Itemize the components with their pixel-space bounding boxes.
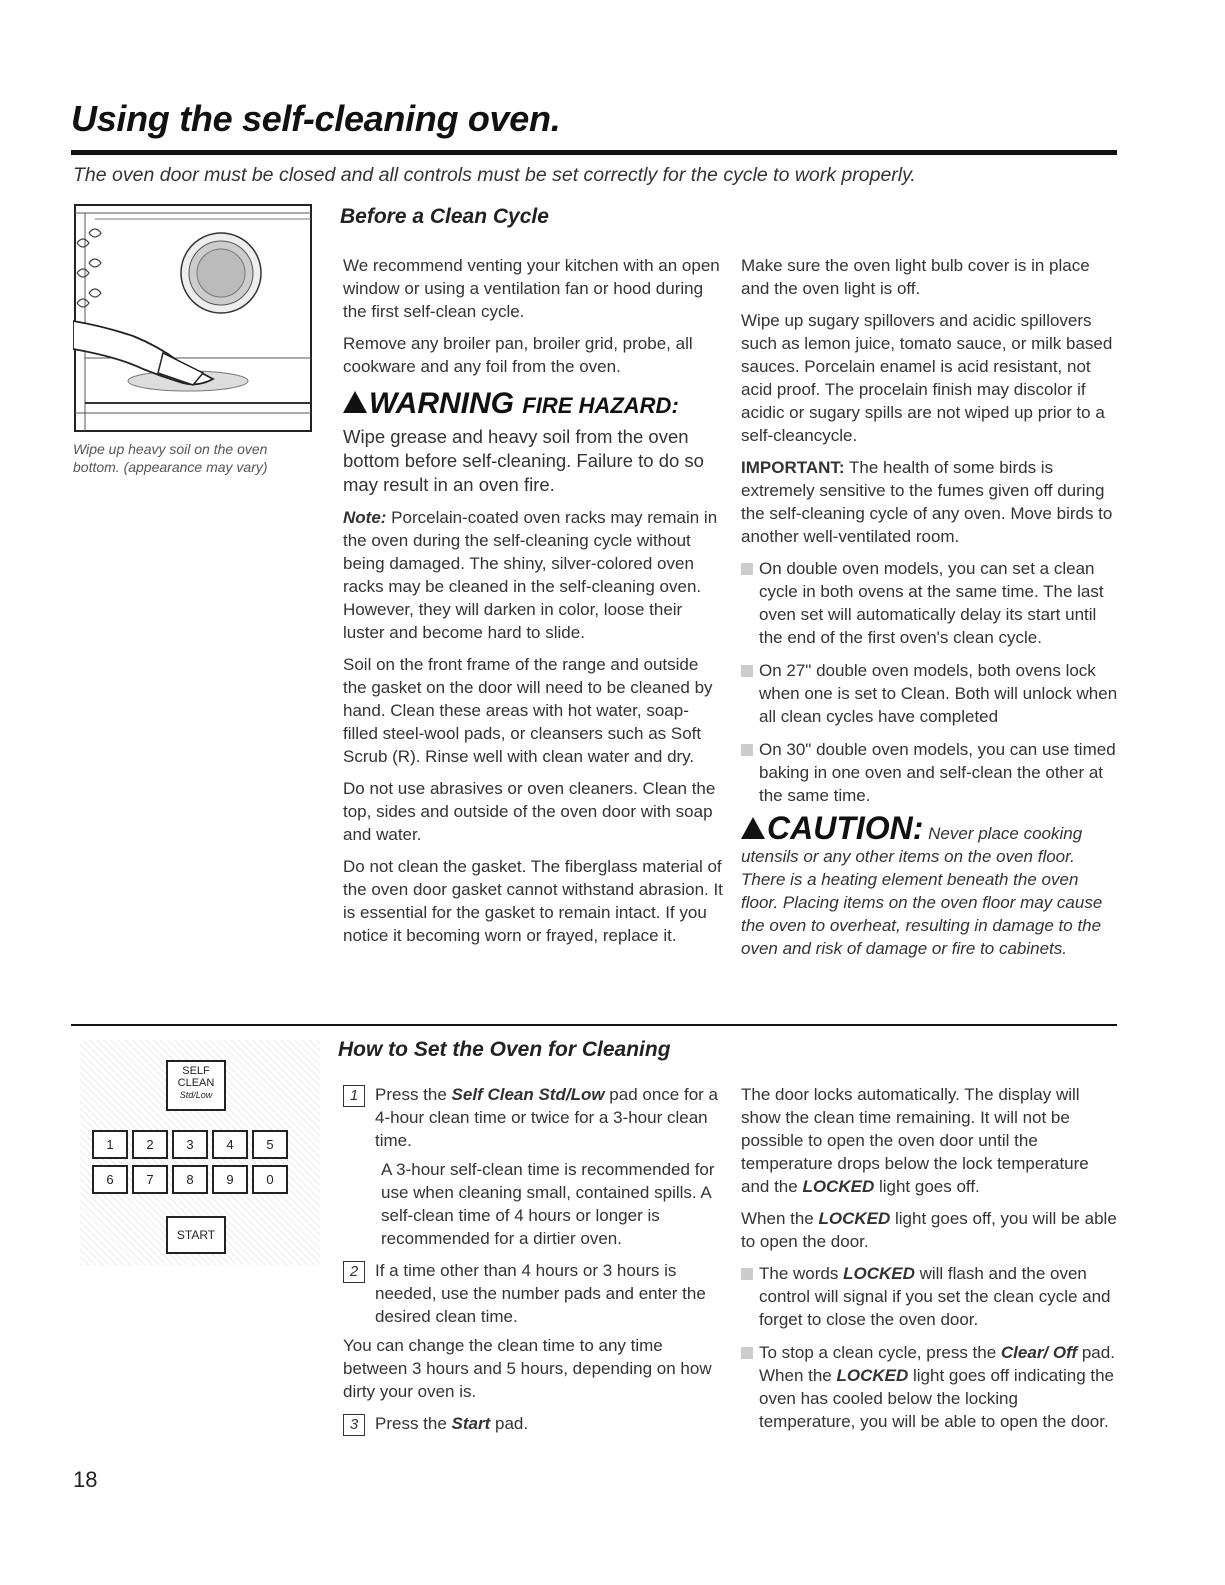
key-4: 4 (212, 1130, 248, 1159)
key-3: 3 (172, 1130, 208, 1159)
warning-heading: WARNING FIRE HAZARD: (343, 387, 723, 423)
warning-triangle-icon (343, 391, 367, 413)
step-2: 2 If a time other than 4 hours or 3 hours is needed, use the number pads and enter the desired clean time. (343, 1259, 723, 1328)
paragraph: Make sure the oven light bulb cover is in place and the oven light is off. (741, 256, 1090, 298)
self-clean-key: SELF CLEAN Std/Low (166, 1060, 226, 1111)
caution-block: CAUTION: Never place cooking utensils or any other items on the oven floor. There is a heating element beneath the oven floor. Placing items on the oven floor may cause the oven to overheat, resulting in damage to the oven and risk of damage or fire to cabinets. (741, 810, 1103, 958)
paragraph: When the LOCKED light goes off, you will be able to open the door. (741, 1209, 1117, 1251)
oven-wipe-illustration (73, 203, 313, 435)
paragraph: A 3-hour self-clean time is recommended for use when cleaning small, contained spills. A self-clean time of 4 hours or longer is recommended for a dirtier oven. (381, 1160, 715, 1248)
list-item: On double oven models, you can set a clean cycle in both ovens at the same time. The last oven set will automatically delay its start until the end of the first oven's clean cycle. (741, 557, 1119, 649)
paragraph: The door locks automatically. The display will show the clean time remaining. It will not be possible to open the oven door until the temperature drops below the lock temperature and the LOCKED light goes off. (741, 1085, 1089, 1196)
step-3: 3 Press the Start pad. (343, 1412, 723, 1436)
key-1: 1 (92, 1130, 128, 1159)
key-0: 0 (252, 1165, 288, 1194)
caution-triangle-icon (741, 817, 765, 839)
key-8: 8 (172, 1165, 208, 1194)
page-subtitle: The oven door must be closed and all controls must be set correctly for the cycle to work properly. (73, 164, 916, 186)
section-rule (71, 1024, 1117, 1026)
bullet-icon (741, 1268, 753, 1280)
figure-caption: Wipe up heavy soil on the oven bottom. (appearance may vary) (73, 441, 268, 475)
control-pad-illustration (80, 1040, 320, 1270)
step-number: 1 (343, 1085, 365, 1107)
bullet-icon (741, 563, 753, 575)
step-1: 1 Press the Self Clean Std/Low pad once for a 4-hour clean time or twice for a 3-hour clean time. (343, 1083, 723, 1152)
key-5: 5 (252, 1130, 288, 1159)
howto-left-column (343, 1083, 723, 1442)
section-heading-howto: How to Set the Oven for Cleaning (338, 1038, 671, 1061)
paragraph: We recommend venting your kitchen with an open window or using a ventilation fan or hood during the first self-clean cycle. (343, 256, 720, 321)
step-number: 3 (343, 1414, 365, 1436)
paragraph: Wipe up sugary spillovers and acidic spillovers such as lemon juice, tomato sauce, or milk based sauces. Porcelain enamel is acid resistant, not acid proof. The procelain finish may discolor if acidic or sugary spills are not wiped up prior to a self-cleancycle. (741, 311, 1113, 445)
note-paragraph: Note: Porcelain-coated oven racks may remain in the oven during the self-cleaning cycle without being damaged. The shiny, silver-colored oven racks may be cleaned in the self-cleaning oven. However, they will darken in color, loose their luster and become hard to slide. (343, 508, 718, 642)
key-7: 7 (132, 1165, 168, 1194)
list-item: On 27" double oven models, both ovens lock when one is set to Clean. Both will unlock when all clean cycles have completed (741, 659, 1119, 728)
start-key: START (166, 1216, 226, 1254)
warning-body: Wipe grease and heavy soil from the oven bottom before self-cleaning. Failure to do so may result in an oven fire. (343, 426, 704, 495)
key-9: 9 (212, 1165, 248, 1194)
paragraph: You can change the clean time to any time between 3 hours and 5 hours, depending on how dirty your oven is. (343, 1336, 712, 1401)
key-6: 6 (92, 1165, 128, 1194)
bullet-icon (741, 1347, 753, 1359)
section-heading-before: Before a Clean Cycle (340, 205, 549, 228)
key-2: 2 (132, 1130, 168, 1159)
list-item: To stop a clean cycle, press the Clear/ Off pad. When the LOCKED light goes off indicating the oven has cooled below the locking temperature, you will be able to open the door. (741, 1341, 1119, 1433)
important-paragraph: IMPORTANT: The health of some birds is extremely sensitive to the fumes given off during the self-cleaning cycle of any oven. Move birds to another well-ventilated room. (741, 458, 1113, 546)
page-title: Using the self-cleaning oven. (71, 98, 561, 139)
before-right-column (741, 254, 1119, 960)
page-number: 18 (73, 1467, 98, 1492)
step-number: 2 (343, 1261, 365, 1283)
bullet-icon (741, 665, 753, 677)
title-rule (71, 150, 1117, 155)
paragraph: Do not use abrasives or oven cleaners. Clean the top, sides and outside of the oven door with soap and water. (343, 779, 716, 844)
bullet-icon (741, 744, 753, 756)
list-item: The words LOCKED will flash and the oven control will signal if you set the clean cycle and forget to close the oven door. (741, 1262, 1119, 1331)
howto-right-column (741, 1083, 1119, 1443)
paragraph: Remove any broiler pan, broiler grid, probe, all cookware and any foil from the oven. (343, 334, 693, 376)
before-left-column (343, 254, 723, 956)
list-item: On 30" double oven models, you can use timed baking in one oven and self-clean the other at the same time. (741, 738, 1119, 807)
paragraph: Do not clean the gasket. The fiberglass material of the oven door gasket cannot withstand abrasion. It is essential for the gasket to remain intact. If you notice it becoming worn or frayed, replace it. (343, 857, 723, 945)
paragraph: Soil on the front frame of the range and outside the gasket on the door will need to be cleaned by hand. Clean these areas with hot water, soap-filled steel-wool pads, or cleansers such as Soft Scrub (R). Rinse well with clean water and dry. (343, 655, 713, 766)
